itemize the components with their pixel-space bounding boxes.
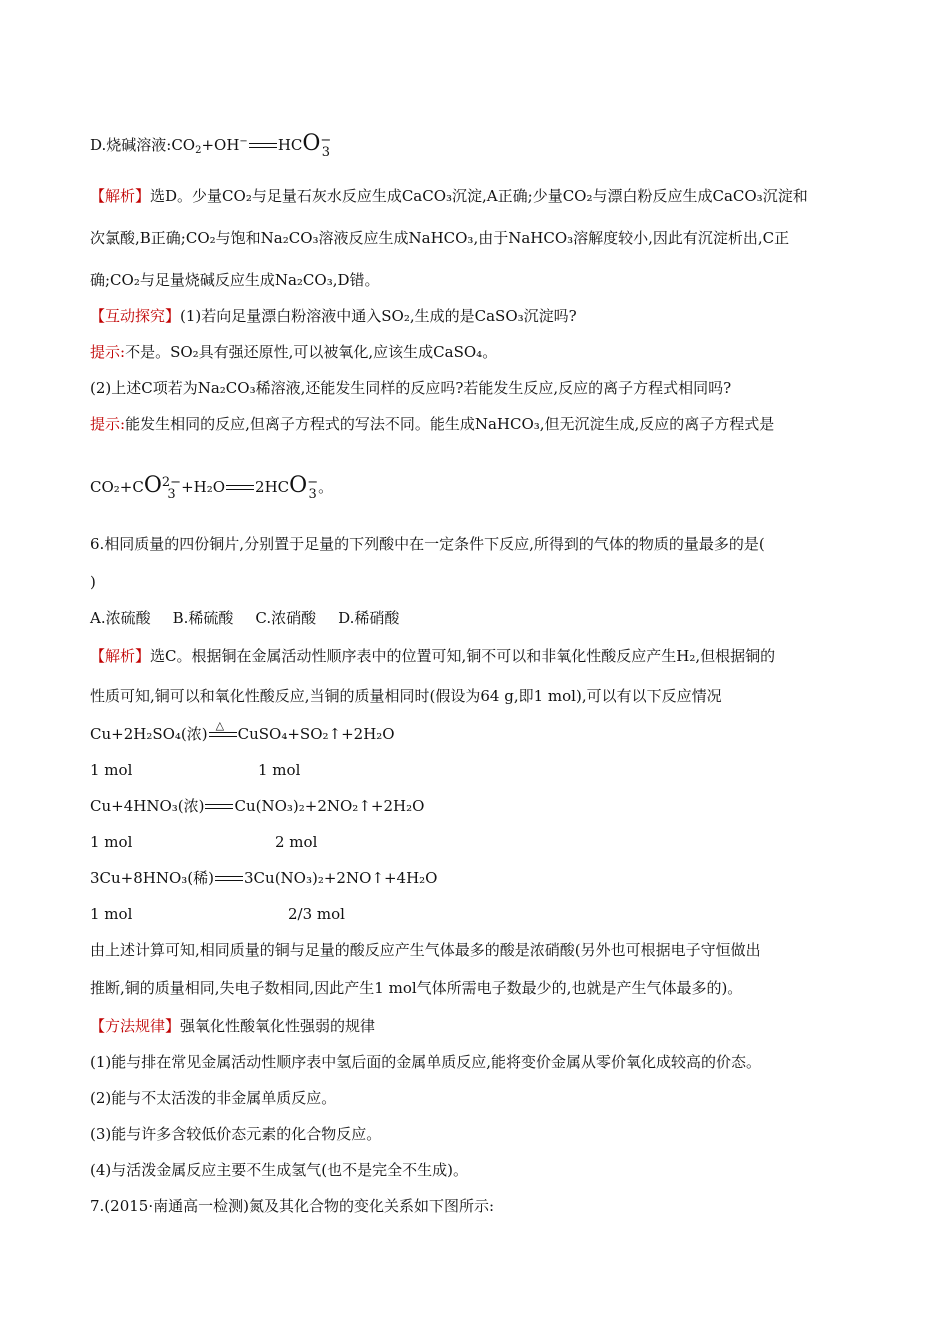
reaction-1-amounts: 1 mol 1 mol bbox=[90, 761, 301, 779]
q7-stem: 7.(2015·南通高一检测)氮及其化合物的变化关系如下图所示: bbox=[90, 1197, 495, 1215]
method-item-1: (1)能与排在常见金属活动性顺序表中氢后面的金属单质反应,能将变价金属从零价氧化成较高的价态。 bbox=[90, 1053, 762, 1071]
explore-equation: CO₂+CO2− 3 +H₂O 2HCO− 3。 bbox=[90, 473, 334, 502]
q5-analysis-line-2: 次氯酸,B正确;CO₂与饱和Na₂CO₃溶液反应生成NaHCO₃,由于NaHCO₃溶解度较小,因此有沉淀析出,C正 bbox=[90, 229, 790, 247]
analysis-tag: 【解析】 bbox=[90, 647, 151, 665]
hint-tag: 提示: bbox=[90, 415, 126, 433]
q5-analysis-line-1: 【解析】选D。少量CO₂与足量石灰水反应生成CaCO₃沉淀,A正确;少量CO₂与漂白粉反应生成CaCO₃沉淀和 bbox=[90, 187, 808, 205]
explore-q2: (2)上述C项若为Na₂CO₃稀溶液,还能发生同样的反应吗?若能发生反应,反应的离子方程式相同吗? bbox=[90, 379, 732, 397]
q6-stem-1: 6.相同质量的四份铜片,分别置于足量的下列酸中在一定条件下反应,所得到的气体的物质的量最多的是( bbox=[90, 535, 765, 553]
reaction-1: Cu+2H₂SO₄(浓) △ CuSO₄+SO₂↑+2H₂O bbox=[90, 719, 395, 743]
hint-tag: 提示: bbox=[90, 343, 126, 361]
option-a: A.浓硫酸 bbox=[90, 609, 151, 627]
analysis-tag: 【解析】 bbox=[90, 187, 151, 205]
method-item-2: (2)能与不太活泼的非金属单质反应。 bbox=[90, 1089, 337, 1107]
reaction-3: 3Cu+8HNO₃(稀) 3Cu(NO₃)₂+2NO↑+4H₂O bbox=[90, 869, 438, 887]
method-item-3: (3)能与许多含较低价态元素的化合物反应。 bbox=[90, 1125, 382, 1143]
reaction-2-amounts: 1 mol 2 mol bbox=[90, 833, 318, 851]
q5-analysis-line-3: 确;CO₂与足量烧碱反应生成Na₂CO₃,D错。 bbox=[90, 271, 380, 289]
option-d: D.烧碱溶液$:CO_2+OH^-$ HCO− 3 bbox=[90, 131, 332, 160]
q6-stem-2: ) bbox=[90, 573, 96, 591]
method-title: 【方法规律】强氧化性酸氧化性强弱的规律 bbox=[90, 1017, 376, 1035]
q6-options bbox=[90, 608, 399, 628]
explore-a2: 提示:能发生相同的反应,但离子方程式的写法不同。能生成NaHCO₃,但无沉淀生成,反应的离子方程式是 bbox=[90, 415, 775, 433]
option-c: C.浓硝酸 bbox=[255, 609, 317, 627]
reaction-2: Cu+4HNO₃(浓) Cu(NO₃)₂+2NO₂↑+2H₂O bbox=[90, 797, 425, 815]
q6-conclusion-2: 推断,铜的质量相同,失电子数相同,因此产生1 mol气体所需电子数最少的,也就是产生气体最多的)。 bbox=[90, 979, 743, 997]
option-b: B.稀硫酸 bbox=[172, 609, 234, 627]
option-d: D.稀硝酸 bbox=[338, 609, 400, 627]
explore-tag: 【互动探究】 bbox=[90, 307, 181, 325]
explore-q1: 【互动探究】(1)若向足量漂白粉溶液中通入SO₂,生成的是CaSO₃沉淀吗? bbox=[90, 307, 577, 325]
reaction-3-amounts: 1 mol 2/3 mol bbox=[90, 905, 345, 923]
q6-analysis-line-1: 【解析】选C。根据铜在金属活动性顺序表中的位置可知,铜不可以和非氧化性酸反应产生H₂,但根据铜的 bbox=[90, 647, 776, 665]
method-tag: 【方法规律】 bbox=[90, 1017, 181, 1035]
q6-analysis-line-2: 性质可知,铜可以和氧化性酸反应,当铜的质量相同时(假设为64 g,即1 mol),可以有以下反应情况 bbox=[90, 687, 722, 705]
q6-conclusion-1: 由上述计算可知,相同质量的铜与足量的酸反应产生气体最多的酸是浓硝酸(另外也可根据电子守恒做出 bbox=[90, 941, 761, 959]
method-item-4: (4)与活泼金属反应主要不生成氢气(也不是完全不生成)。 bbox=[90, 1161, 468, 1179]
explore-a1: 提示:不是。SO₂具有强还原性,可以被氧化,应该生成CaSO₄。 bbox=[90, 343, 498, 361]
